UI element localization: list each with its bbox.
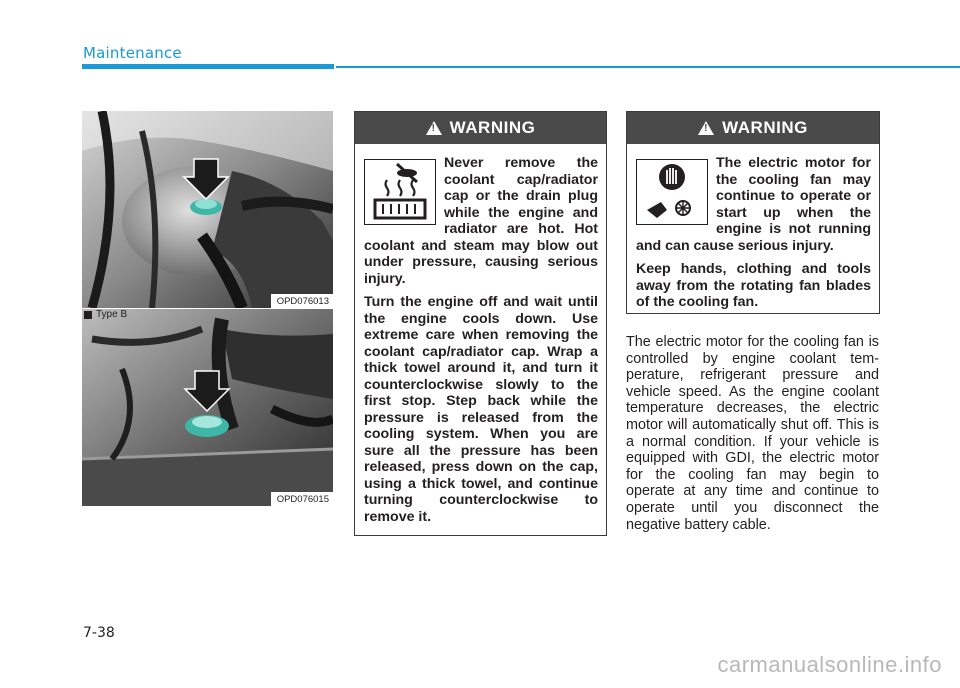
figure-b-label bbox=[84, 309, 127, 320]
warning-header bbox=[627, 112, 879, 144]
header-rule-thick bbox=[82, 64, 334, 69]
engine-photo-type-b bbox=[82, 309, 333, 506]
warning-triangle-icon bbox=[698, 121, 714, 135]
engine-photo-type-a bbox=[82, 111, 333, 308]
warning-paragraph-1: Never remove the coolant cap/radiator cap or the drain plug while the engine and radiator are hot. Hot coolant and steam may blow out under pressure, causing serious injury. bbox=[364, 155, 598, 287]
figure-b-label-text: Type B bbox=[96, 309, 128, 320]
watermark: carmanualsonline.info bbox=[717, 652, 942, 677]
warning-heading: WARNING bbox=[449, 118, 536, 137]
hand-fan-hazard-icon bbox=[636, 159, 708, 225]
warning-paragraph-2: Turn the engine off and wait until the engine cools down. Use extreme care when removing the coolant cap/radiator cap. Wrap a thick towel around it, and turn it counterclockwise slowly to the first stop. Step back while the pressure is released from the cooling system. When you are sure all the pressure has been released, press down on the cap, using a thick towel, and continue turning counterclockwise to remove it. bbox=[364, 294, 598, 525]
warning-box-coolant bbox=[354, 111, 607, 536]
figure-b-code: OPD076015 bbox=[271, 492, 333, 506]
hot-radiator-cap-icon bbox=[364, 159, 436, 225]
warning-heading: WARNING bbox=[722, 118, 808, 137]
header-rule-thin bbox=[336, 66, 960, 68]
warning-triangle-icon bbox=[426, 121, 442, 135]
page-number: 7-38 bbox=[83, 625, 115, 641]
warning-body bbox=[627, 144, 879, 321]
warning-paragraph-2: Keep hands, clothing and tools away from the rotating fan blades of the cooling fan. bbox=[636, 261, 871, 310]
engine-bay-illustration bbox=[82, 111, 333, 308]
figure-a-code: OPD076013 bbox=[271, 294, 333, 308]
warning-paragraph-1: The electric motor for the cooling fan may continue to operate or start up when the engine is not running and can cause serious injury. bbox=[636, 155, 871, 254]
warning-body bbox=[355, 144, 606, 535]
warning-header bbox=[355, 112, 606, 144]
bullet-square-icon bbox=[84, 311, 92, 319]
body-paragraph: The electric motor for the cooling fan is controlled by engine coolant tem-perature, refrigerant pressure and vehicle speed. As the engine coolant temperature decreases, the electric motor will automatically shut off. This is a normal condition. If your vehicle is equipped with GDI, the electric motor for the cooling fan may begin to operate at any time and continue to operate until you disconnect the negative battery cable. bbox=[626, 334, 879, 533]
warning-box-fan bbox=[626, 111, 880, 314]
engine-bay-illustration-b bbox=[82, 309, 333, 506]
section-title: Maintenance bbox=[83, 44, 182, 62]
